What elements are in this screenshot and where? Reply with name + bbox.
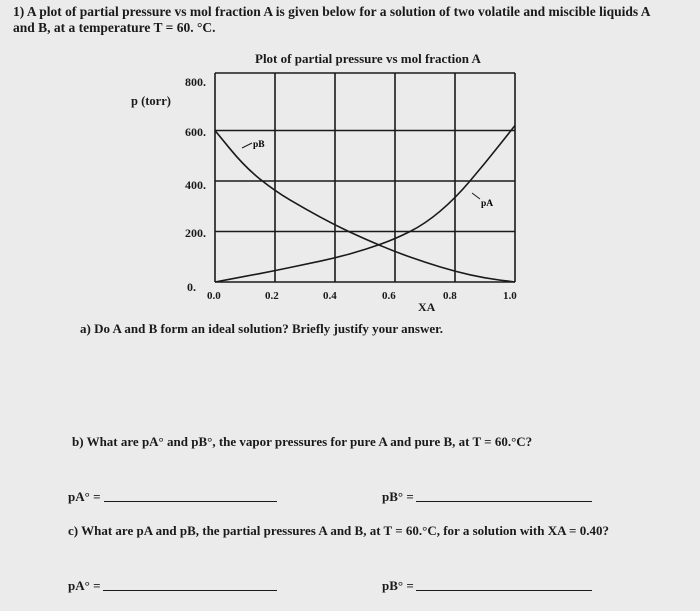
pa-partial-answer-blank[interactable] bbox=[103, 590, 277, 591]
chart-title: Plot of partial pressure vs mol fraction A bbox=[255, 51, 481, 66]
problem-intro: 1) A plot of partial pressure vs mol fraction A is given below for a solution of two volatile and miscible liquids A and B, at a temperature T = 60. °C. bbox=[13, 4, 650, 35]
x-axis-label: XA bbox=[418, 300, 436, 314]
question-a: a) Do A and B form an ideal solution? Briefly justify your answer. bbox=[80, 321, 443, 336]
pb-pure-label: pB° = bbox=[382, 489, 414, 504]
pA-label-pointer bbox=[472, 193, 480, 199]
plot-grid bbox=[215, 73, 515, 282]
curve-label-pA: pA bbox=[481, 199, 494, 209]
pb-pure-answer-blank[interactable] bbox=[416, 501, 592, 502]
pB-label-pointer bbox=[242, 143, 252, 148]
pa-pure-answer-blank[interactable] bbox=[104, 501, 277, 502]
x-tick-label: 1.0 bbox=[503, 290, 517, 302]
y-tick-label: 400. bbox=[185, 178, 206, 192]
y-tick-label: 600. bbox=[185, 125, 206, 139]
x-tick-label: 0.2 bbox=[265, 290, 279, 302]
pb-partial-label: pB° = bbox=[382, 578, 414, 593]
x-tick-label: 0.8 bbox=[443, 290, 457, 302]
y-axis-label: p (torr) bbox=[131, 94, 171, 108]
x-tick-label: 0.6 bbox=[382, 290, 396, 302]
x-tick-label: 0.0 bbox=[207, 290, 221, 302]
pa-partial-label: pA° = bbox=[68, 578, 101, 593]
series-line-pB bbox=[215, 131, 515, 283]
pa-pure-label: pA° = bbox=[68, 489, 101, 504]
pb-partial-answer-blank[interactable] bbox=[416, 590, 592, 591]
question-b: b) What are pA° and pB°, the vapor pressures for pure A and pure B, at T = 60.°C? bbox=[72, 434, 533, 449]
y-tick-label: 200. bbox=[185, 226, 206, 240]
curve-label-pB: pB bbox=[253, 140, 265, 150]
question-c: c) What are pA and pB, the partial pressures A and B, at T = 60.°C, for a solution with XA = 0.40? bbox=[68, 523, 609, 538]
y-tick-label: 800. bbox=[185, 75, 206, 89]
y-tick-label: 0. bbox=[187, 280, 196, 294]
x-tick-label: 0.4 bbox=[323, 290, 337, 302]
